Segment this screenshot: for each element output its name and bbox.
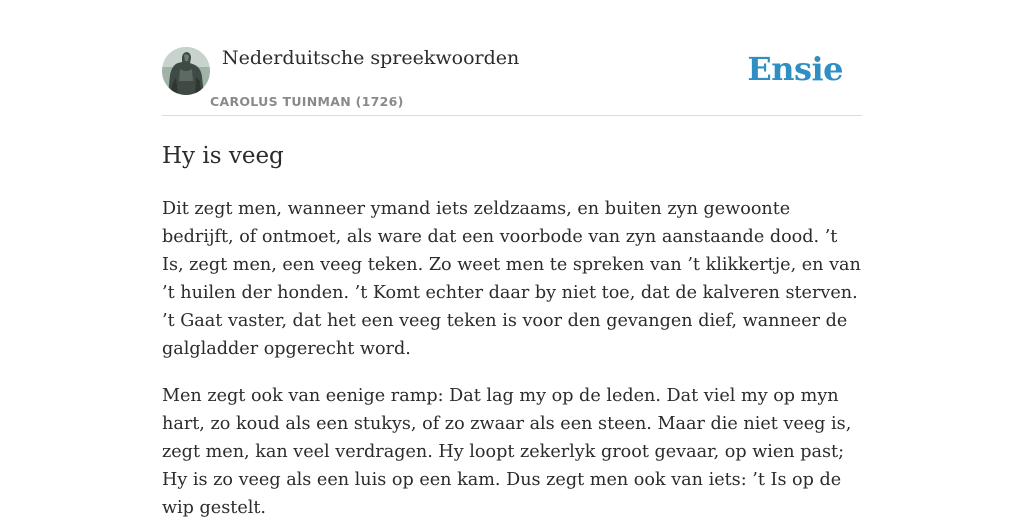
ensie-logo[interactable]: Ensie	[747, 50, 843, 88]
book-title[interactable]: Nederduitsche spreekwoorden	[222, 47, 520, 69]
entry-paragraph: Men zegt ook van eenige ramp: Dat lag my op de leden. Dat viel my op myn hart, zo koud als een stukys, of zo zwaar als een steen. Maar die niet veeg is, zegt men, kan veel verdragen. Hy loopt zekerlyk groot gevaar, op wien past; Hy is zo veeg als een luis op een kam. Dus zegt men ook van iets: ’t Is op de wip gestelt.	[162, 386, 852, 518]
entry-paragraph: Dit zegt men, wanneer ymand iets zeldzaams, en buiten zyn gewoonte bedrijft, of ontmoet, als ware dat een voorbode van zyn aanstaande dood. ’t Is, zegt men, een veeg teken. Zo weet men te spreken van ’t klikkertje, en van ’t huilen der honden. ’t Komt echter daar by niet toe, dat de kalveren sterven. ’t Gaat vaster, dat het een veeg teken is voor den gevangen dief, wanneer de galgladder opgerecht word.	[162, 199, 861, 359]
source-avatar-icon[interactable]	[162, 47, 210, 95]
author-label[interactable]: CAROLUS TUINMAN (1726)	[210, 94, 404, 109]
entry-title: Hy is veeg	[162, 143, 284, 169]
source-header	[162, 44, 862, 116]
entry-card	[162, 44, 862, 522]
